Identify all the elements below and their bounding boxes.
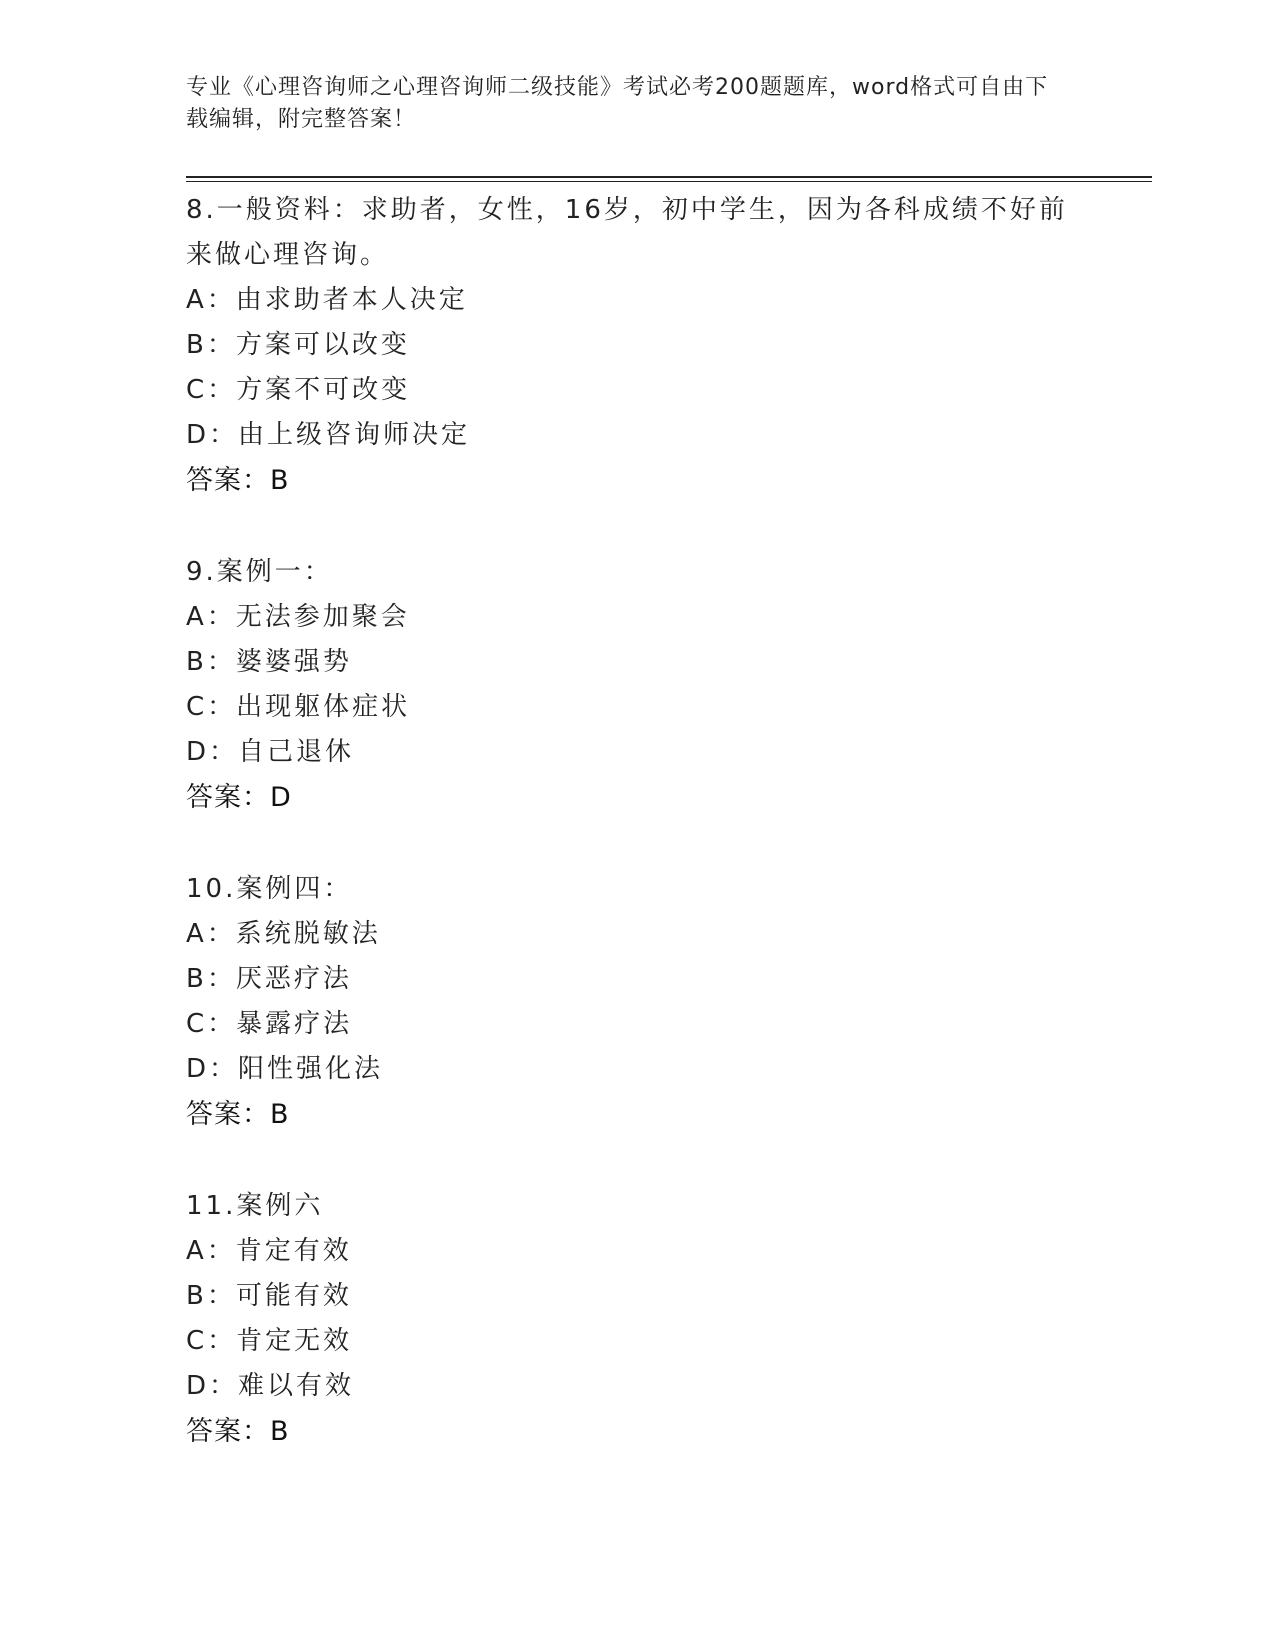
answer: 答案：B: [186, 465, 290, 496]
option-d: D：自己退休: [186, 737, 355, 767]
option-b: B：方案可以改变: [186, 330, 410, 360]
option-c: C：出现躯体症状: [186, 692, 411, 722]
option-d: D：难以有效: [186, 1371, 355, 1401]
answer: 答案：D: [186, 782, 292, 813]
option-a: A：系统脱敏法: [186, 919, 381, 949]
question-9: [186, 550, 1086, 821]
option-b: B：可能有效: [186, 1281, 352, 1311]
question-10: [186, 867, 1086, 1138]
question-11: [186, 1184, 1086, 1455]
question-list: [186, 188, 1086, 1501]
document-header: 专业《心理咨询师之心理咨询师二级技能》考试必考200题题库，word格式可自由下载编辑，附完整答案！: [186, 75, 1049, 132]
option-c: C：肯定无效: [186, 1326, 353, 1356]
option-b: B：婆婆强势: [186, 647, 352, 677]
option-b: B：厌恶疗法: [186, 964, 352, 994]
option-d: D：阳性强化法: [186, 1054, 384, 1084]
option-a: A：由求助者本人决定: [186, 285, 468, 315]
question-title: 9.案例一：: [186, 557, 333, 587]
option-c: C：方案不可改变: [186, 375, 411, 405]
question-title: 10.案例四：: [186, 874, 353, 904]
option-a: A：无法参加聚会: [186, 602, 410, 632]
header-divider: [186, 176, 1152, 182]
option-a: A：肯定有效: [186, 1236, 352, 1266]
question-8: [186, 188, 1086, 504]
option-c: C：暴露疗法: [186, 1009, 353, 1039]
question-title: 11.案例六: [186, 1191, 324, 1221]
question-title: 8.一般资料：求助者，女性，16岁，初中学生，因为各科成绩不好前来做心理咨询。: [186, 195, 1068, 270]
option-d: D：由上级咨询师决定: [186, 420, 471, 450]
answer: 答案：B: [186, 1099, 290, 1130]
answer: 答案：B: [186, 1416, 290, 1447]
